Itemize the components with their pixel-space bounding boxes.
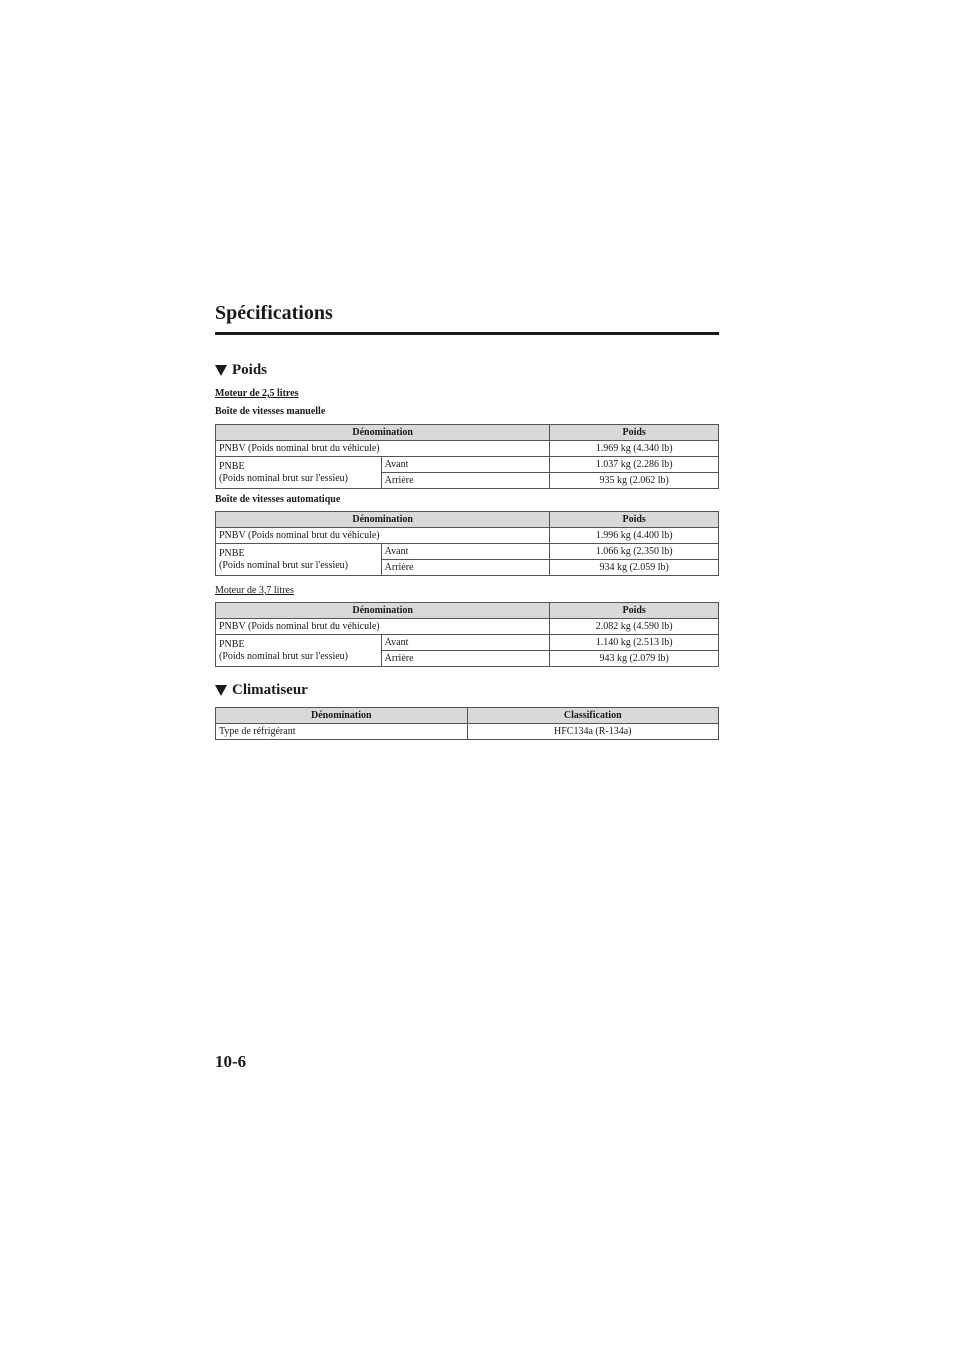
rear-value: 935 kg (2.062 lb) [550,473,719,489]
front-value: 1.140 kg (2.513 lb) [550,635,719,651]
pnbe-line1: PNBE [219,547,245,559]
pnbv-value: 1.969 kg (4.340 lb) [550,441,719,457]
pnbe-line2: (Poids nominal brut sur l'essieu) [219,650,349,662]
rear-label: Arrière [381,473,550,489]
table-row [216,619,719,635]
pnbv-value: 1.996 kg (4.400 lb) [550,528,719,544]
table-row [216,724,719,740]
header-value: Poids [550,603,719,619]
triangle-down-icon [215,365,227,376]
table-header-row [216,425,719,441]
section-heading-climatiseur [215,682,308,699]
pnbe-line2: (Poids nominal brut sur l'essieu) [219,472,349,484]
pnbe-line2: (Poids nominal brut sur l'essieu) [219,559,349,571]
refrigerant-label: Type de réfrigérant [216,724,468,740]
header-value: Poids [550,512,719,528]
rear-label: Arrière [381,560,550,576]
weight-table-auto [215,511,719,576]
section-heading-label: Climatiseur [232,682,308,698]
page-title: Spécifications [215,302,333,324]
pnbe-label [216,457,382,489]
rear-value: 934 kg (2.059 lb) [550,560,719,576]
pnbv-value: 2.082 kg (4.590 lb) [550,619,719,635]
table-row [216,441,719,457]
table-row [216,635,719,651]
table-header-row [216,512,719,528]
pnbe-line1: PNBE [219,460,245,472]
table-header-row [216,708,719,724]
title-rule [215,332,719,335]
pnbv-label: PNBV (Poids nominal brut du véhicule) [216,441,550,457]
pnbe-line1: PNBE [219,638,245,650]
section-heading-poids [215,362,267,379]
pnbe-label [216,635,382,667]
weight-table-v6 [215,602,719,667]
section-heading-label: Poids [232,362,268,378]
weight-table-manual [215,424,719,489]
table-header-row [216,603,719,619]
table-row [216,544,719,560]
rear-value: 943 kg (2.079 lb) [550,651,719,667]
table-row [216,457,719,473]
front-label: Avant [381,635,550,651]
pnbv-label: PNBV (Poids nominal brut du véhicule) [216,619,550,635]
refrigerant-value: HFC134a (R-134a) [467,724,719,740]
header-value: Classification [467,708,719,724]
header-name: Dénomination [216,512,550,528]
climatiseur-table [215,707,719,740]
auto-gearbox-label: Boîte de vitesses automatique [215,494,341,505]
triangle-down-icon [215,685,227,696]
header-value: Poids [550,425,719,441]
engine-37-label: Moteur de 3,7 litres [215,585,294,596]
pnbv-label: PNBV (Poids nominal brut du véhicule) [216,528,550,544]
front-label: Avant [381,544,550,560]
engine-25-label: Moteur de 2,5 litres [215,388,299,399]
rear-label: Arrière [381,651,550,667]
front-value: 1.066 kg (2.350 lb) [550,544,719,560]
header-name: Dénomination [216,425,550,441]
table-row [216,528,719,544]
header-name: Dénomination [216,708,468,724]
header-name: Dénomination [216,603,550,619]
page-number: 10-6 [215,1052,247,1071]
front-value: 1.037 kg (2.286 lb) [550,457,719,473]
manual-gearbox-label: Boîte de vitesses manuelle [215,406,326,417]
pnbe-label [216,544,382,576]
front-label: Avant [381,457,550,473]
